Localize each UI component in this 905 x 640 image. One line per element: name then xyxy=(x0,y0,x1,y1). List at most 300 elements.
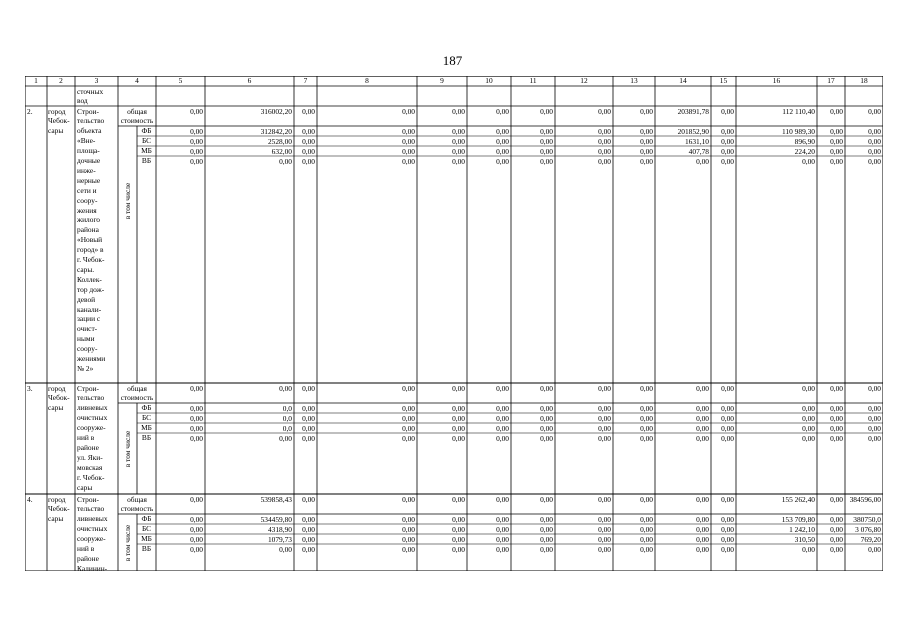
value-cell: 0,00 xyxy=(640,433,653,443)
city-text: город xyxy=(48,494,66,504)
value-cell: 0,00 xyxy=(640,413,653,423)
value-cell: 0,00 xyxy=(721,433,734,443)
value-cell: 0,00 xyxy=(830,423,843,433)
description-line: «Новый xyxy=(77,235,103,245)
item-number: 2. xyxy=(27,106,33,116)
description-line: № 2» xyxy=(77,363,94,373)
value-cell: 0,00 xyxy=(302,403,315,413)
value-cell: 0,00 xyxy=(302,126,315,136)
header-cell: 16 xyxy=(772,76,781,86)
value-cell: 0,00 xyxy=(640,403,653,413)
city-text: Чебок- xyxy=(48,116,70,126)
value-cell: 0,00 xyxy=(721,126,734,136)
value-cell: 0,00 xyxy=(696,534,709,544)
value-cell: 0,00 xyxy=(802,544,815,554)
value-cell: 0,00 xyxy=(190,156,203,166)
value-cell: 0,00 xyxy=(721,136,734,146)
item-number: 4. xyxy=(27,494,33,504)
value-cell: 0,00 xyxy=(802,433,815,443)
description-line: очистных xyxy=(77,524,108,534)
value-cell: 0,00 xyxy=(540,413,553,423)
budget-source-label: ВБ xyxy=(141,433,152,443)
value-cell: 0,00 xyxy=(598,136,611,146)
value-cell: 0,00 xyxy=(802,156,815,166)
value-cell: 0,00 xyxy=(868,126,881,136)
value-cell: 0,00 xyxy=(496,383,509,393)
budget-source-label: ВБ xyxy=(141,544,152,554)
value-cell: 0,00 xyxy=(452,544,465,554)
value-cell: 0,00 xyxy=(830,544,843,554)
value-cell: 0,00 xyxy=(402,524,415,534)
budget-source-label: МБ xyxy=(141,423,152,433)
value-cell: 0,00 xyxy=(696,433,709,443)
value-cell: 0,00 xyxy=(496,403,509,413)
description-line: жения xyxy=(77,205,97,215)
description-line: объекта xyxy=(77,126,102,136)
value-cell: 0,00 xyxy=(830,106,843,116)
description-line: нерные xyxy=(77,175,101,185)
value-cell: 0,00 xyxy=(598,403,611,413)
value-cell: 0,00 xyxy=(190,126,203,136)
in-total-rotated-label: в том числе xyxy=(122,430,132,467)
value-cell: 203891,78 xyxy=(677,106,709,116)
value-cell: 0,00 xyxy=(302,514,315,524)
header-cell: 2 xyxy=(59,76,63,86)
value-cell: 0,00 xyxy=(190,514,203,524)
value-cell: 0,00 xyxy=(402,534,415,544)
city-text: город xyxy=(48,383,66,393)
value-cell: 0,00 xyxy=(868,136,881,146)
description-line: ний в xyxy=(77,544,95,553)
value-cell: 0,00 xyxy=(830,494,843,504)
header-cell: 14 xyxy=(679,76,687,86)
total-cost-label: общая xyxy=(127,383,147,393)
value-cell: 0,00 xyxy=(868,403,881,413)
value-cell: 0,00 xyxy=(640,126,653,136)
value-cell: 0,00 xyxy=(540,106,553,116)
value-cell: 0,00 xyxy=(452,146,465,156)
description-line: соору- xyxy=(77,344,98,354)
value-cell: 0,00 xyxy=(402,156,415,166)
value-cell: 0,00 xyxy=(302,383,315,393)
value-cell: 0,00 xyxy=(302,544,315,554)
value-cell: 0,00 xyxy=(190,524,203,534)
continuation-text: сточных xyxy=(77,86,104,96)
city-text: город xyxy=(48,106,66,116)
value-cell: 0,00 xyxy=(279,383,292,393)
value-cell: 0,00 xyxy=(640,106,653,116)
header-cell: 1 xyxy=(34,76,38,86)
value-cell: 0,00 xyxy=(302,494,315,504)
value-cell: 0,00 xyxy=(302,136,315,146)
value-cell: 0,00 xyxy=(830,156,843,166)
value-cell: 0,00 xyxy=(868,544,881,554)
value-cell: 0,00 xyxy=(802,403,815,413)
value-cell: 0,00 xyxy=(302,433,315,443)
description-line: районе xyxy=(77,442,99,452)
description-line: тельство xyxy=(77,116,105,126)
value-cell: 0,00 xyxy=(190,383,203,393)
value-cell: 312842,20 xyxy=(260,126,292,136)
value-cell: 0,00 xyxy=(496,413,509,423)
value-cell: 0,00 xyxy=(496,106,509,116)
value-cell: 0,00 xyxy=(496,156,509,166)
description-line: ливневых xyxy=(77,403,108,413)
value-cell: 0,00 xyxy=(496,146,509,156)
value-cell: 0,00 xyxy=(640,383,653,393)
budget-source-label: ФБ xyxy=(141,514,152,524)
value-cell: 0,00 xyxy=(598,106,611,116)
value-cell: 0,00 xyxy=(721,403,734,413)
value-cell: 0,00 xyxy=(868,106,881,116)
value-cell: 0,0 xyxy=(282,403,292,413)
value-cell: 0,00 xyxy=(696,423,709,433)
value-cell: 0,00 xyxy=(721,534,734,544)
value-cell: 0,00 xyxy=(452,433,465,443)
budget-source-label: ВБ xyxy=(141,156,152,166)
header-cell: 18 xyxy=(860,76,868,86)
budget-source-label: МБ xyxy=(141,146,152,156)
value-cell: 0,00 xyxy=(868,146,881,156)
header-cell: 8 xyxy=(365,76,369,86)
value-cell: 896,90 xyxy=(794,136,815,146)
value-cell: 0,00 xyxy=(830,524,843,534)
value-cell: 0,00 xyxy=(598,494,611,504)
value-cell: 0,00 xyxy=(640,156,653,166)
value-cell: 0,00 xyxy=(640,534,653,544)
value-cell: 0,00 xyxy=(452,156,465,166)
value-cell: 1631,10 xyxy=(684,136,709,146)
description-line: канали- xyxy=(77,304,102,314)
value-cell: 0,00 xyxy=(496,544,509,554)
value-cell: 0,00 xyxy=(721,413,734,423)
value-cell: 0,00 xyxy=(598,156,611,166)
value-cell: 0,0 xyxy=(282,413,292,423)
value-cell: 0,00 xyxy=(721,423,734,433)
value-cell: 769,20 xyxy=(860,534,881,544)
continuation-text: вод xyxy=(77,96,88,105)
value-cell: 0,00 xyxy=(402,383,415,393)
value-cell: 0,00 xyxy=(540,423,553,433)
value-cell: 0,00 xyxy=(540,494,553,504)
value-cell: 0,00 xyxy=(540,514,553,524)
value-cell: 0,00 xyxy=(279,433,292,443)
description-line: сооруже- xyxy=(77,534,106,544)
page-number: 187 xyxy=(442,53,463,68)
value-cell: 0,00 xyxy=(190,413,203,423)
description-line: сары. xyxy=(77,264,95,274)
value-cell: 0,00 xyxy=(721,544,734,554)
in-total-rotated-label: в том числе xyxy=(122,524,132,561)
header-cell: 10 xyxy=(485,76,493,86)
city-text: сары xyxy=(48,403,64,413)
description-line: дочные xyxy=(77,156,101,165)
item-number: 3. xyxy=(27,383,33,393)
value-cell: 0,00 xyxy=(802,413,815,423)
description-line: зации с xyxy=(77,314,101,324)
value-cell: 0,00 xyxy=(302,524,315,534)
total-cost-label: общая xyxy=(127,106,147,116)
value-cell: 0,00 xyxy=(830,383,843,393)
total-cost-label: стоимость xyxy=(120,504,154,514)
header-cell: 15 xyxy=(719,76,728,86)
value-cell: 0,00 xyxy=(452,106,465,116)
value-cell: 0,00 xyxy=(598,544,611,554)
value-cell: 0,00 xyxy=(640,524,653,534)
value-cell: 0,00 xyxy=(868,156,881,166)
value-cell: 0,00 xyxy=(190,136,203,146)
value-cell: 310,50 xyxy=(794,534,815,544)
value-cell: 0,00 xyxy=(830,413,843,423)
header-cell: 3 xyxy=(94,76,99,86)
value-cell: 0,0 xyxy=(282,423,292,433)
value-cell: 0,00 xyxy=(496,433,509,443)
description-line: тор дож- xyxy=(77,284,105,294)
value-cell: 1 242,10 xyxy=(789,524,815,534)
description-line: инже- xyxy=(77,165,96,175)
value-cell: 0,00 xyxy=(868,413,881,423)
value-cell: 0,00 xyxy=(830,136,843,146)
description-line: соору- xyxy=(77,195,98,205)
value-cell: 0,00 xyxy=(721,524,734,534)
description-line: сооруже- xyxy=(77,423,106,433)
budget-source-label: БС xyxy=(141,524,152,534)
value-cell: 0,00 xyxy=(190,146,203,156)
value-cell: 0,00 xyxy=(830,126,843,136)
value-cell: 0,00 xyxy=(302,146,315,156)
value-cell: 110 989,30 xyxy=(782,126,815,136)
value-cell: 0,00 xyxy=(868,433,881,443)
value-cell: 0,00 xyxy=(540,136,553,146)
value-cell: 0,00 xyxy=(868,423,881,433)
value-cell: 0,00 xyxy=(721,383,734,393)
header-cell: 11 xyxy=(529,76,537,86)
description-line: ными xyxy=(77,334,95,344)
description-line: жениями xyxy=(77,354,106,363)
value-cell: 0,00 xyxy=(540,126,553,136)
value-cell: 0,00 xyxy=(598,534,611,544)
value-cell: 0,00 xyxy=(696,413,709,423)
value-cell: 0,00 xyxy=(830,514,843,524)
value-cell: 0,00 xyxy=(190,534,203,544)
description-line: ул. Яки- xyxy=(77,452,103,462)
value-cell: 0,00 xyxy=(598,126,611,136)
value-cell: 0,00 xyxy=(721,514,734,524)
description-line: «Вне- xyxy=(77,136,96,146)
value-cell: 0,00 xyxy=(452,514,465,524)
value-cell: 0,00 xyxy=(279,544,292,554)
header-cell: 17 xyxy=(827,76,835,86)
value-cell: 4318,90 xyxy=(267,524,292,534)
value-cell: 0,00 xyxy=(496,514,509,524)
description-line: Строи- xyxy=(77,494,99,504)
value-cell: 0,00 xyxy=(190,433,203,443)
value-cell: 0,00 xyxy=(402,514,415,524)
budget-source-label: ФБ xyxy=(141,126,152,136)
description-line: районе xyxy=(77,553,99,563)
description-line: сары xyxy=(77,482,93,492)
header-cell: 13 xyxy=(630,76,638,86)
value-cell: 0,00 xyxy=(721,156,734,166)
value-cell: 0,00 xyxy=(830,403,843,413)
header-cell: 12 xyxy=(580,76,588,86)
value-cell: 0,00 xyxy=(452,136,465,146)
city-text: Чебок- xyxy=(48,504,70,514)
city-text: Чебок- xyxy=(48,393,70,403)
value-cell: 380750,0 xyxy=(853,514,881,524)
value-cell: 0,00 xyxy=(830,433,843,443)
value-cell: 539858,43 xyxy=(260,494,292,504)
description-line: г. Чебок- xyxy=(77,255,105,264)
value-cell: 0,00 xyxy=(496,423,509,433)
value-cell: 0,00 xyxy=(598,413,611,423)
value-cell: 0,00 xyxy=(496,126,509,136)
value-cell: 0,00 xyxy=(721,146,734,156)
value-cell: 0,00 xyxy=(598,423,611,433)
value-cell: 0,00 xyxy=(452,126,465,136)
value-cell: 0,00 xyxy=(302,413,315,423)
value-cell: 0,00 xyxy=(696,156,709,166)
description-line: девой xyxy=(77,294,96,304)
value-cell: 632,00 xyxy=(271,146,292,156)
value-cell: 0,00 xyxy=(496,534,509,544)
value-cell: 0,00 xyxy=(640,494,653,504)
description-line: Коллек- xyxy=(77,274,102,284)
value-cell: 0,00 xyxy=(598,383,611,393)
value-cell: 0,00 xyxy=(190,403,203,413)
value-cell: 0,00 xyxy=(402,106,415,116)
value-cell: 0,00 xyxy=(721,494,734,504)
description-line: Строи- xyxy=(77,106,99,116)
value-cell: 1079,73 xyxy=(267,534,292,544)
value-cell: 0,00 xyxy=(190,494,203,504)
value-cell: 0,00 xyxy=(402,146,415,156)
value-cell: 0,00 xyxy=(402,433,415,443)
value-cell: 0,00 xyxy=(496,524,509,534)
value-cell: 0,00 xyxy=(302,423,315,433)
description-line: Калинин- xyxy=(77,563,108,573)
budget-source-label: БС xyxy=(141,413,152,423)
value-cell: 534459,80 xyxy=(260,514,292,524)
value-cell: 2528,00 xyxy=(267,136,292,146)
value-cell: 0,00 xyxy=(540,544,553,554)
value-cell: 0,00 xyxy=(452,494,465,504)
description-line: ливневых xyxy=(77,514,108,524)
total-cost-label: стоимость xyxy=(120,393,154,403)
value-cell: 0,00 xyxy=(868,383,881,393)
value-cell: 0,00 xyxy=(190,423,203,433)
value-cell: 0,00 xyxy=(402,413,415,423)
header-cell: 7 xyxy=(303,76,308,86)
description-line: Строи- xyxy=(77,383,99,393)
value-cell: 0,00 xyxy=(402,136,415,146)
value-cell: 0,00 xyxy=(302,534,315,544)
value-cell: 0,00 xyxy=(190,544,203,554)
value-cell: 3 076,80 xyxy=(855,524,881,534)
value-cell: 0,00 xyxy=(452,383,465,393)
description-line: ний в xyxy=(77,433,95,442)
value-cell: 0,00 xyxy=(830,534,843,544)
value-cell: 0,00 xyxy=(302,156,315,166)
value-cell: 112 110,40 xyxy=(782,106,815,116)
value-cell: 316002,20 xyxy=(260,106,292,116)
description-line: площа- xyxy=(77,146,100,156)
city-text: сары xyxy=(48,514,64,524)
value-cell: 0,00 xyxy=(540,403,553,413)
value-cell: 155 262,40 xyxy=(781,494,815,504)
description-line: мовская xyxy=(77,462,103,472)
budget-source-label: БС xyxy=(141,136,152,146)
value-cell: 0,00 xyxy=(496,136,509,146)
value-cell: 0,00 xyxy=(302,106,315,116)
value-cell: 201852,90 xyxy=(677,126,709,136)
value-cell: 0,00 xyxy=(696,494,709,504)
header-cell: 6 xyxy=(247,76,252,86)
value-cell: 0,00 xyxy=(540,433,553,443)
value-cell: 0,00 xyxy=(402,544,415,554)
value-cell: 0,00 xyxy=(598,146,611,156)
value-cell: 153 709,80 xyxy=(781,514,815,524)
budget-source-label: МБ xyxy=(141,534,152,544)
value-cell: 0,00 xyxy=(402,494,415,504)
value-cell: 0,00 xyxy=(279,156,292,166)
description-line: тельство xyxy=(77,504,105,514)
description-line: очист- xyxy=(77,324,98,334)
value-cell: 0,00 xyxy=(721,106,734,116)
description-line: района xyxy=(77,225,99,235)
in-total-rotated-label: в том числе xyxy=(122,182,132,220)
value-cell: 0,00 xyxy=(640,423,653,433)
budget-table xyxy=(25,76,883,571)
header-cell: 4 xyxy=(135,76,139,86)
value-cell: 0,00 xyxy=(452,534,465,544)
value-cell: 0,00 xyxy=(540,383,553,393)
value-cell: 0,00 xyxy=(696,524,709,534)
value-cell: 0,00 xyxy=(802,423,815,433)
value-cell: 0,00 xyxy=(402,403,415,413)
value-cell: 0,00 xyxy=(452,423,465,433)
value-cell: 0,00 xyxy=(190,106,203,116)
value-cell: 0,00 xyxy=(696,514,709,524)
total-cost-label: общая xyxy=(127,494,147,504)
value-cell: 0,00 xyxy=(696,544,709,554)
value-cell: 0,00 xyxy=(496,494,509,504)
value-cell: 0,00 xyxy=(598,514,611,524)
value-cell: 0,00 xyxy=(452,524,465,534)
value-cell: 0,00 xyxy=(452,413,465,423)
header-cell: 5 xyxy=(178,76,183,86)
description-line: тельство xyxy=(77,393,105,403)
value-cell: 0,00 xyxy=(640,136,653,146)
value-cell: 0,00 xyxy=(598,524,611,534)
value-cell: 0,00 xyxy=(540,156,553,166)
description-line: жилого xyxy=(77,215,100,225)
description-line: очистных xyxy=(77,413,108,423)
description-line: г. Чебок- xyxy=(77,472,105,482)
value-cell: 0,00 xyxy=(598,433,611,443)
value-cell: 0,00 xyxy=(402,126,415,136)
value-cell: 0,00 xyxy=(830,146,843,156)
value-cell: 384596,00 xyxy=(849,494,881,504)
budget-source-label: ФБ xyxy=(141,403,152,413)
city-text: сары xyxy=(48,126,64,136)
description-line: город» в xyxy=(77,245,104,255)
value-cell: 0,00 xyxy=(640,146,653,156)
value-cell: 224,20 xyxy=(794,146,815,156)
total-cost-label: стоимость xyxy=(120,116,154,126)
value-cell: 0,00 xyxy=(640,544,653,554)
value-cell: 407,78 xyxy=(688,146,709,156)
